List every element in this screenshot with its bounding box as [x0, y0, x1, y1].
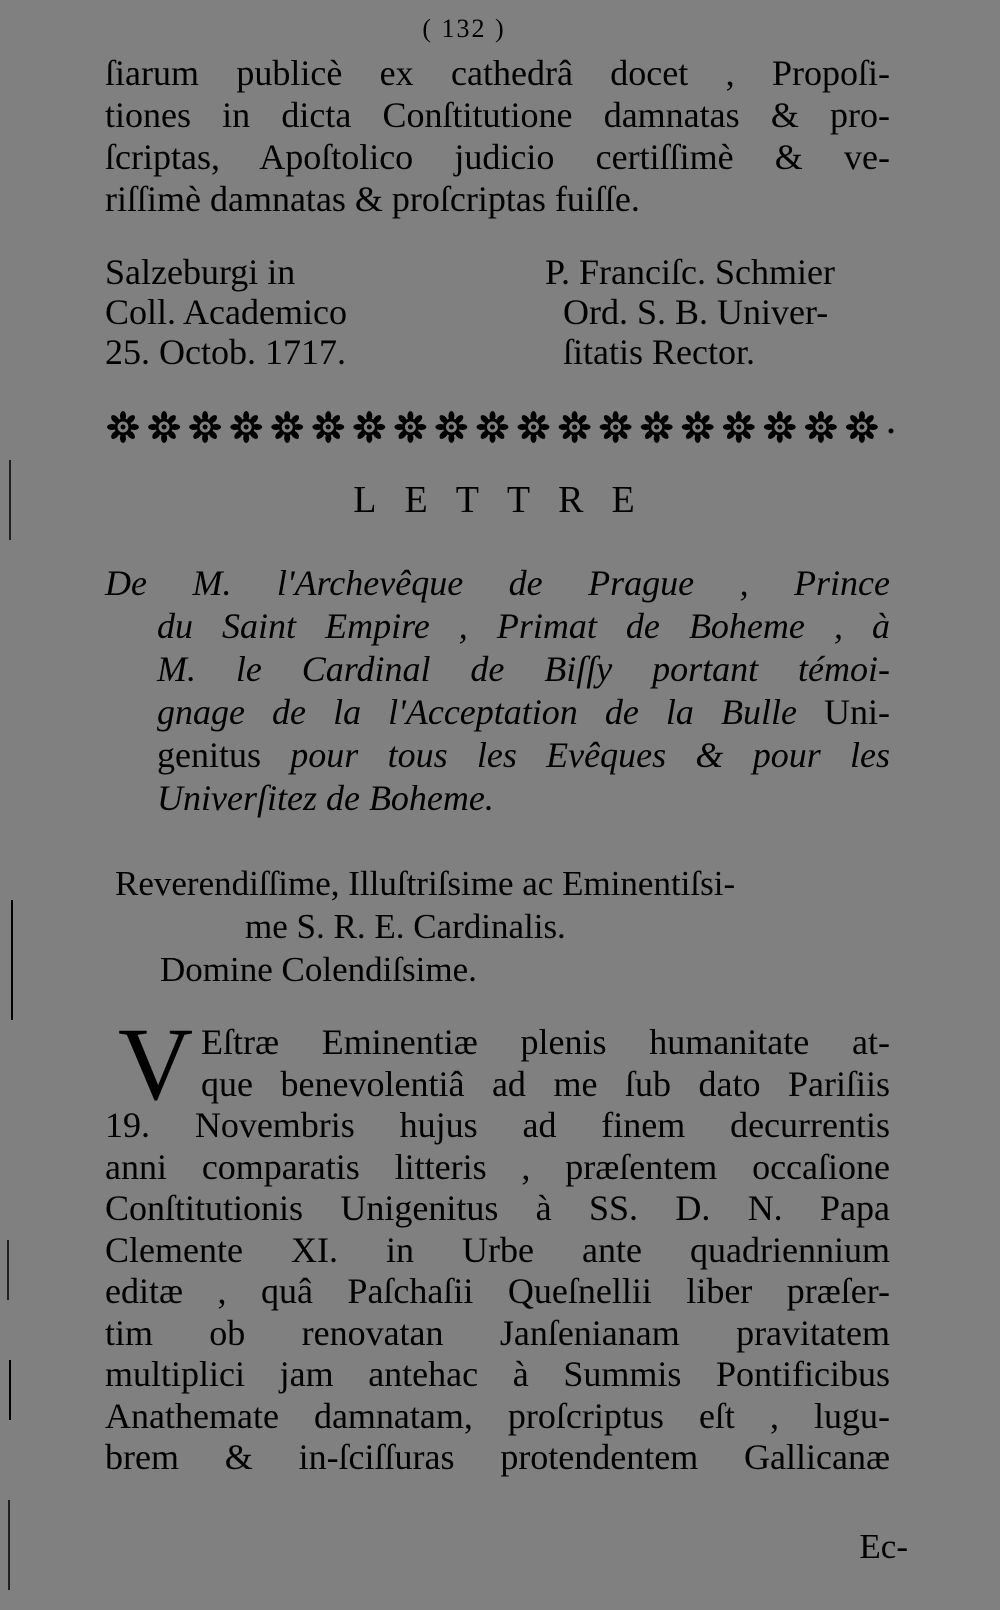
ornament-rosette-icon — [723, 411, 755, 443]
text-line: Eſtræ Eminentiæ plenis humanitate at- — [201, 1022, 890, 1062]
ornament-rosette-icon — [271, 411, 303, 443]
salutation-line: Domine Colendiſsime. — [160, 950, 477, 989]
ornament-rosette-icon — [559, 411, 591, 443]
title-line: genitus pour tous les Evêques & pour les — [157, 735, 891, 775]
title-line: M. le Cardinal de Biſſy portant témoi- — [157, 649, 890, 689]
ornament-rosette-icon — [312, 411, 344, 443]
ornament-rosette-icon — [189, 411, 221, 443]
text-line: tiones in dicta Conſtitutione damnatas & pro- — [105, 95, 890, 135]
ornament-rosette-icon — [107, 411, 139, 443]
salutation-line: Reverendiſſime, Illuſtriſsime ac Eminentiſsi- — [115, 864, 736, 903]
title-line: du Saint Empire , Primat de Boheme , à — [157, 606, 890, 646]
signatory-line: ſitatis Rector. — [563, 332, 755, 372]
signatory-line: Ord. S. B. Univer- — [563, 292, 829, 332]
text-line: editæ , quâ Paſchaſii Queſnellii liber præſer- — [105, 1271, 890, 1311]
ornament-rosette-icon — [353, 411, 385, 443]
catchword: Ec- — [859, 1527, 908, 1566]
ornament-rosette-icon — [805, 411, 837, 443]
letter-body — [105, 1022, 890, 1479]
signatory-line: P. Franciſc. Schmier — [545, 252, 835, 292]
ornament-rosette-icon — [846, 411, 878, 443]
ornament-rosette-icon — [230, 411, 262, 443]
ornament-rosette-icon — [764, 411, 796, 443]
text-line: ſcriptas, Apoſtolico judicio certiſſimè & ve- — [105, 137, 890, 177]
paragraph-1 — [105, 52, 890, 220]
ornament-rosette-icon — [477, 411, 509, 443]
salutation — [115, 862, 895, 991]
date-line: 25. Octob. 1717. — [105, 332, 346, 372]
page-number: ( 132 ) — [422, 14, 506, 43]
ornament-rosette-icon — [518, 411, 550, 443]
signatory-block — [545, 252, 895, 372]
ornament-rosette-icon — [394, 411, 426, 443]
ornament-rosette-icon — [148, 411, 180, 443]
text-line: brem & in-ſciſſuras protendentem Gallicanæ — [105, 1437, 890, 1477]
drop-capital: V — [118, 1007, 194, 1122]
ornament-rosette-icon — [682, 411, 714, 443]
ornament-rosette-icon — [641, 411, 673, 443]
ornament-rosette-icon — [600, 411, 632, 443]
letter-title — [105, 562, 890, 820]
place-line: Coll. Academico — [105, 292, 347, 332]
section-heading: LETTRE — [353, 479, 663, 521]
text-line: riſſimè damnatas & proſcriptas fuiſſe. — [105, 179, 640, 219]
text-line: tim ob renovatan Janſenianam pravitatem — [105, 1312, 890, 1353]
place-line: Salzeburgi in — [105, 252, 296, 292]
text-line: que benevolentiâ ad me ſub dato Pariſiis — [201, 1063, 890, 1104]
text-line: ſiarum publicè ex cathedrâ docet , Propoſi- — [105, 53, 890, 93]
salutation-line: me S. R. E. Cardinalis. — [245, 907, 566, 946]
place-date-block — [105, 252, 435, 372]
text-line: Clemente XI. in Urbe ante quadriennium — [105, 1229, 890, 1270]
title-line: De M. l'Archevêque de Prague , Prince — [105, 563, 890, 603]
text-line: Conſtitutionis Unigenitus à SS. D. N. Papa — [105, 1188, 890, 1228]
text-line: 19. Novembris hujus ad finem decurrentis — [105, 1105, 890, 1145]
text-line: anni comparatis litteris , præſentem occaſione — [105, 1146, 890, 1187]
text-line: Anathemate damnatam, proſcriptus eſt , lugu- — [105, 1395, 890, 1436]
title-line: Univerſitez de Boheme. — [157, 778, 494, 818]
text-line: multiplici jam antehac à Summis Pontificibus — [105, 1354, 890, 1394]
title-line: gnage de la l'Acceptation de la Bulle Uni- — [157, 692, 890, 732]
ornament-rosette-icon — [435, 411, 467, 443]
scan-edge-marks — [0, 0, 30, 1610]
ornament-band — [105, 403, 895, 451]
